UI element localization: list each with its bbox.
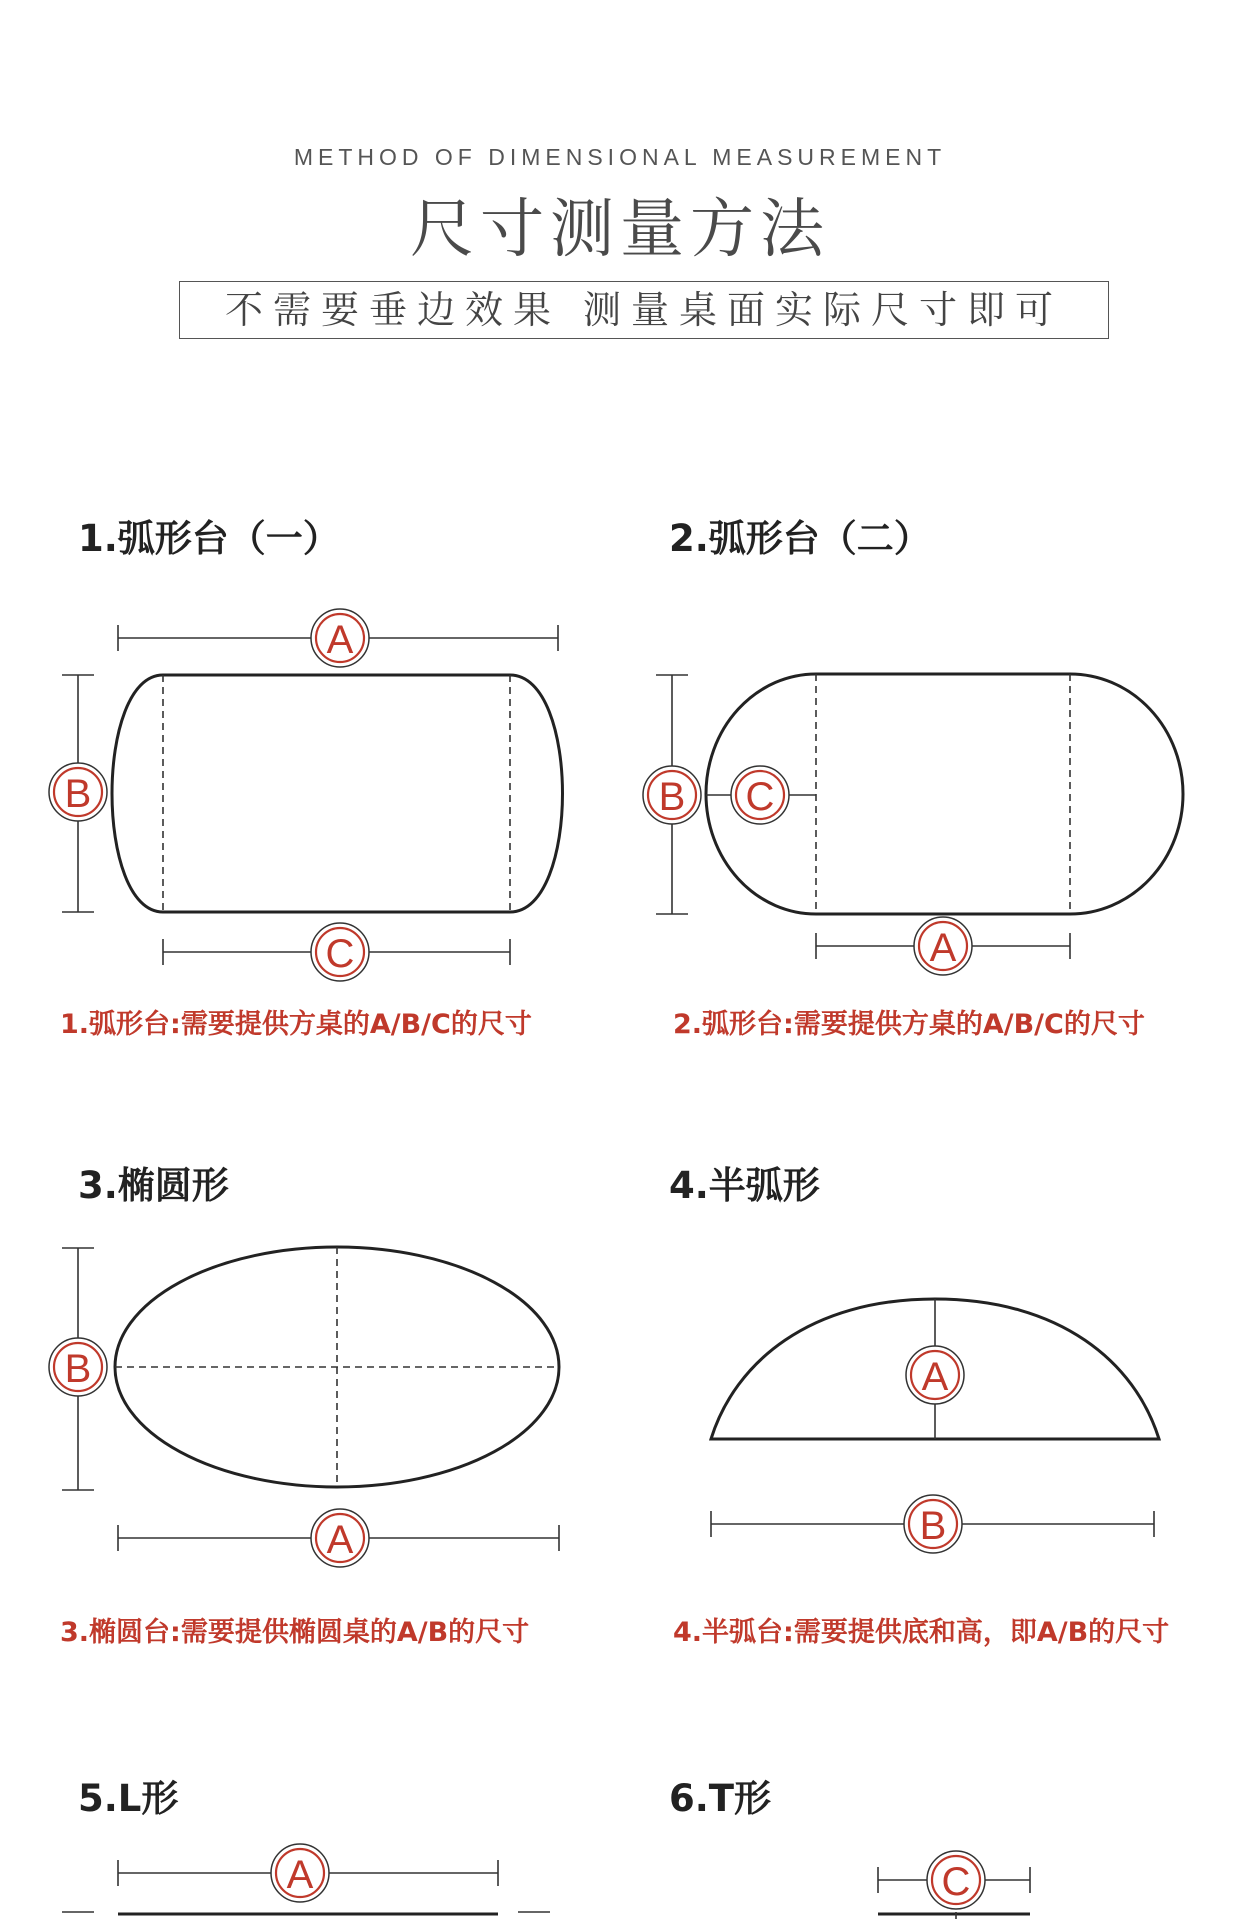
svg-text:B: B — [919, 1504, 947, 1548]
caption-1: 1.弧形台:需要提供方桌的A/B/C的尺寸 — [60, 1009, 532, 1040]
caption-3: 3.椭圆台:需要提供椭圆桌的A/B的尺寸 — [60, 1617, 530, 1648]
svg-text:C: C — [325, 932, 355, 976]
diagram-ellipse — [62, 1247, 559, 1551]
badge-1-a — [311, 609, 369, 667]
diagram-arc-table-1 — [62, 625, 563, 965]
badge-1-c — [311, 923, 369, 981]
svg-text:B: B — [64, 1347, 92, 1391]
svg-text:A: A — [921, 1355, 949, 1399]
section-title-5: 5.L形 — [78, 1777, 179, 1820]
svg-text:C: C — [745, 775, 775, 819]
badge-2-a — [914, 917, 972, 975]
svg-text:A: A — [326, 618, 354, 662]
svg-text:B: B — [658, 775, 686, 819]
svg-text:C: C — [941, 1860, 971, 1904]
caption-4: 4.半弧台:需要提供底和高，即A/B的尺寸 — [673, 1617, 1170, 1648]
notice-text: 不需要垂边效果 测量桌面实际尺寸即可 — [224, 288, 1064, 332]
section-title-4: 4.半弧形 — [669, 1164, 820, 1207]
svg-text:A: A — [929, 926, 957, 970]
caption-2: 2.弧形台:需要提供方桌的A/B/C的尺寸 — [673, 1009, 1145, 1040]
subtitle-english: METHOD OF DIMENSIONAL MEASUREMENT — [293, 144, 947, 170]
badge-2-c — [731, 766, 789, 824]
badge-2-b — [643, 766, 701, 824]
section-title-2: 2.弧形台（二） — [669, 517, 931, 560]
badge-4-b — [904, 1495, 962, 1553]
badge-6-c — [927, 1851, 985, 1909]
badge-3-a — [311, 1509, 369, 1567]
badge-5-a — [271, 1844, 329, 1902]
section-title-6: 6.T形 — [669, 1777, 772, 1820]
svg-text:B: B — [64, 772, 92, 816]
badge-1-b — [49, 763, 107, 821]
diagram-arc-table-2 — [656, 674, 1183, 959]
page-title: 尺寸测量方法 — [410, 193, 830, 267]
svg-text:A: A — [286, 1853, 314, 1897]
section-title-3: 3.椭圆形 — [78, 1164, 229, 1207]
svg-text:A: A — [326, 1518, 354, 1562]
section-title-1: 1.弧形台（一） — [78, 517, 340, 560]
badge-3-b — [49, 1338, 107, 1396]
badge-4-a — [906, 1346, 964, 1404]
